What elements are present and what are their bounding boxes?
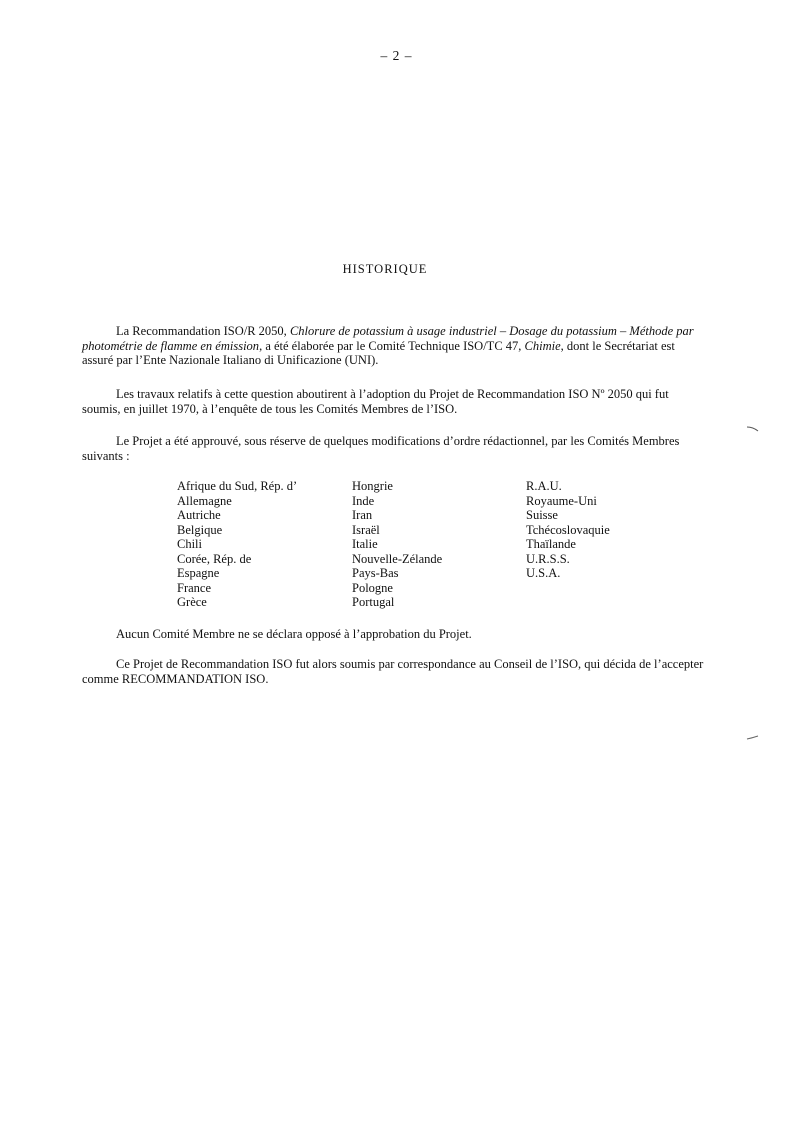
paragraph-no-opposition-text: Aucun Comité Membre ne se déclara opposé à l’approbation du Projet. — [116, 627, 472, 641]
paragraph-origin-text — [82, 324, 708, 368]
member-body: Autriche — [177, 508, 221, 522]
member-body: R.A.U. — [526, 479, 562, 493]
member-body: Nouvelle-Zélande — [352, 551, 443, 566]
section-heading: HISTORIQUE — [342, 262, 428, 276]
member-body: Grèce — [177, 595, 207, 609]
member-body: Portugal — [352, 595, 395, 609]
member-body: Espagne — [177, 566, 220, 580]
member-body: U.S.A. — [526, 566, 561, 580]
member-body: Pologne — [352, 580, 393, 595]
paragraph-origin-middle: , a été élaborée par le Comité Technique ISO/TC 47, — [259, 338, 525, 353]
member-bodies-column-2 — [352, 479, 522, 610]
member-body: Hongrie — [352, 479, 393, 493]
member-body: Allemagne — [177, 493, 232, 508]
member-body: Chili — [177, 537, 203, 551]
member-body: Belgique — [177, 522, 223, 537]
scan-mark-upper — [746, 426, 759, 432]
recommendation-title: Chlorure de potassium à usage industriel – Dosage du potassium – Méthode par photométrie de flamme en émission — [82, 324, 694, 353]
member-body: Inde — [352, 493, 375, 508]
member-bodies-list — [177, 479, 617, 619]
paragraph-origin-intro: La Recommandation ISO/R 2050, — [116, 324, 290, 338]
scan-mark-lower — [746, 734, 759, 740]
member-body: Thaïlande — [526, 537, 576, 551]
member-bodies-column-3 — [526, 479, 626, 581]
member-body: Iran — [352, 508, 373, 522]
paragraph-acceptance — [82, 657, 708, 686]
paragraph-approval-text: Le Projet a été approuvé, sous réserve de quelques modifications d’ordre rédactionnel, par les Comités Membres suivants : — [82, 434, 680, 463]
paragraph-approval — [82, 434, 708, 463]
member-body: Afrique du Sud, Rép. d’ — [177, 479, 298, 493]
paragraph-no-opposition — [82, 627, 708, 642]
member-body: Royaume-Uni — [526, 493, 597, 508]
member-bodies-column-1 — [177, 479, 347, 610]
member-body: Tchécoslovaquie — [526, 522, 610, 537]
member-body: U.R.S.S. — [526, 551, 570, 566]
member-body: Italie — [352, 537, 378, 551]
paragraph-draft — [82, 387, 708, 416]
member-body: Corée, Rép. de — [177, 551, 252, 566]
paragraph-draft-text: Les travaux relatifs à cette question aboutirent à l’adoption du Projet de Recommandation ISO Nº 2050 qui fut soumis, en juillet 1970, à l’enquête de tous les Comités Membres de l’ISO. — [82, 387, 669, 416]
paragraph-origin-end: , dont le Secrétariat est assuré par l’Ente Nazionale Italiano di Unificazione (UNI). — [82, 338, 675, 367]
member-body: Suisse — [526, 508, 558, 522]
member-body: Pays-Bas — [352, 566, 399, 580]
member-body: Israël — [352, 522, 380, 537]
paragraph-acceptance-text: Ce Projet de Recommandation ISO fut alors soumis par correspondance au Conseil de l’ISO, qui décida de l’accepter comme RECOMMANDATION ISO. — [82, 657, 704, 686]
committee-name: Chimie — [524, 338, 561, 353]
page-number: – 2 – — [380, 48, 413, 63]
paragraph-origin — [82, 324, 708, 368]
member-body: France — [177, 580, 212, 595]
